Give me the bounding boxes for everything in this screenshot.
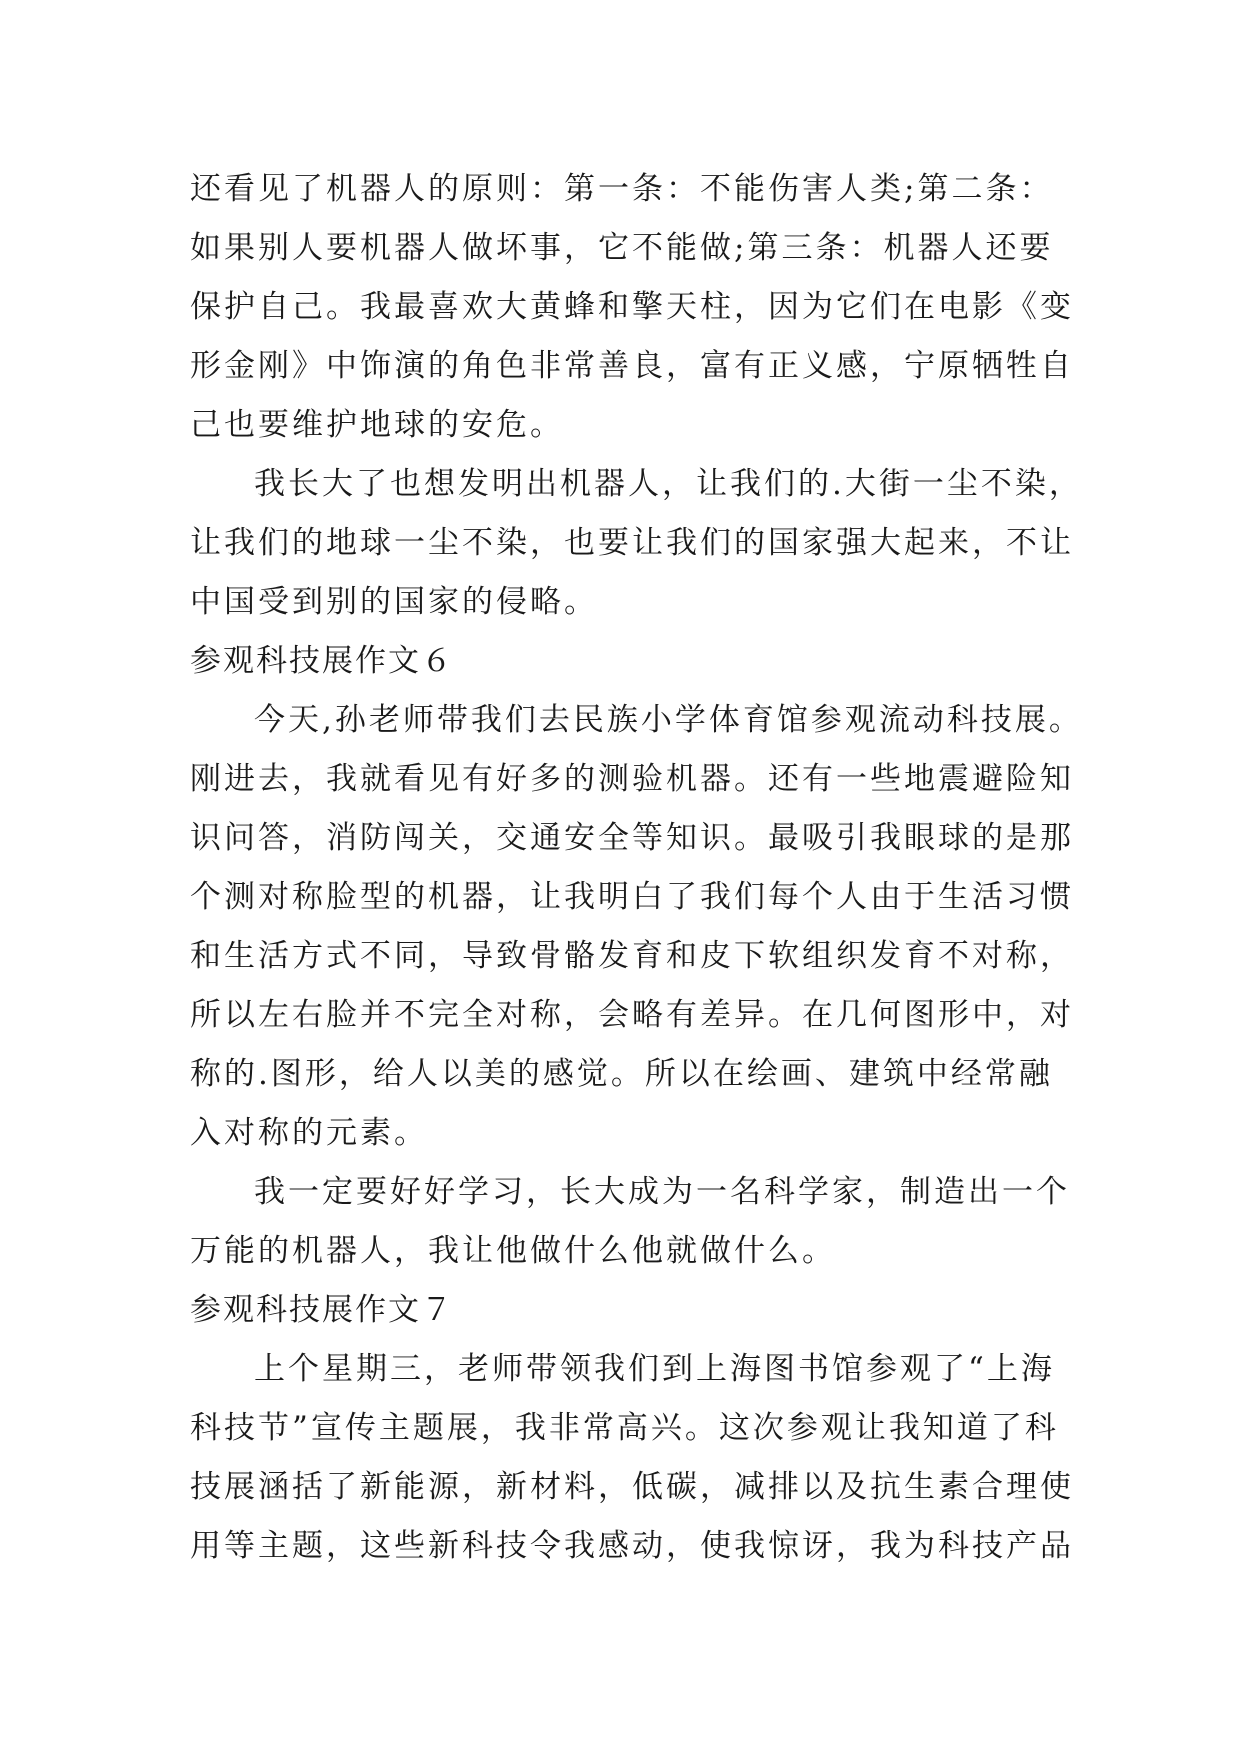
text-line: 识问答，消防闯关，交通安全等知识。最吸引我眼球的是那 [190,820,1074,856]
paragraph [190,160,1074,455]
paragraph [190,1340,1074,1576]
text-line: 形金刚》中饰演的角色非常善良，富有正义感，宁原牺牲自 [190,348,1074,384]
document-body [190,160,1083,1576]
section-heading [190,1281,1052,1340]
text-line: 我长大了也想发明出机器人，让我们的.大街一尘不染， [254,466,1083,502]
text-line: 和生活方式不同，导致骨骼发育和皮下软组织发育不对称， [190,938,1074,974]
text-line: 让我们的地球一尘不染，也要让我们的国家强大起来，不让 [190,525,1074,561]
text-line: 如果别人要机器人做坏事，它不能做;第三条：机器人还要 [190,230,1054,266]
paragraph [190,455,1083,632]
text-line: 技展涵括了新能源，新材料，低碳，减排以及抗生素合理使 [190,1469,1074,1505]
text-line: 我一定要好好学习，长大成为一名科学家，制造出一个 [254,1174,1070,1210]
text-line: 己也要维护地球的安危。 [190,407,564,443]
text-line: 用等主题，这些新科技令我感动，使我惊讶，我为科技产品 [190,1528,1074,1564]
text-line: 个测对称脸型的机器，让我明白了我们每个人由于生活习惯 [190,879,1074,915]
text-line: 所以左右脸并不完全对称，会略有差异。在几何图形中，对 [190,997,1074,1033]
text-line: 今天,孙老师带我们去民族小学体育馆参观流动科技展。 [254,702,1083,738]
paragraph [190,1163,1070,1281]
text-line: 上个星期三，老师带领我们到上海图书馆参观了“上海 [254,1351,1055,1387]
paragraph [190,691,1083,1163]
text-line: 万能的机器人，我让他做什么他就做什么。 [190,1233,836,1269]
text-line: 保护自己。我最喜欢大黄蜂和擎天柱，因为它们在电影《变 [190,289,1074,325]
heading-text: 参观科技展作文７ [190,1292,454,1328]
text-line: 入对称的元素。 [190,1115,428,1151]
heading-text: 参观科技展作文６ [190,643,454,679]
text-line: 还看见了机器人的原则：第一条：不能伤害人类;第二条： [190,171,1054,207]
section-heading [190,632,1052,691]
text-line: 称的.图形，给人以美的感觉。所以在绘画、建筑中经常融 [190,1056,1053,1092]
text-line: 中国受到别的国家的侵略。 [190,584,598,620]
text-line: 科技节”宣传主题展，我非常高兴。这次参观让我知道了科 [190,1410,1059,1446]
text-line: 刚进去，我就看见有好多的测验机器。还有一些地震避险知 [190,761,1074,797]
